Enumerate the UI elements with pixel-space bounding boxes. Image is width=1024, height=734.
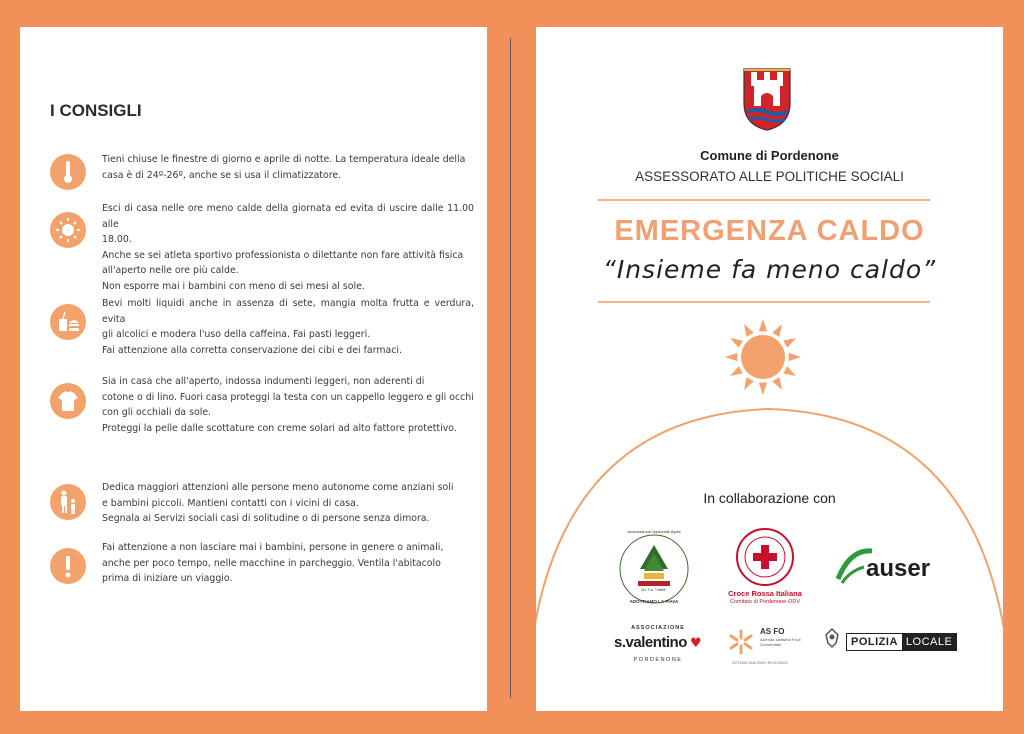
valentino-name: s.valentino [614,634,687,651]
heart-icon: ♥ [690,636,702,651]
tip-line: Proteggi la pelle dalle scottature con creme solari ad alto fattore protettivo. [102,422,457,434]
tip-line: prima di iniziare un viaggio. [102,573,233,584]
alpini-bottom-text: ADOTTIAMO LA PIAVA [629,599,679,604]
tip-line: 18.00. [102,234,132,245]
tip-line: Fai attenzione a non lasciare mai i bambini, persone in genere o animali, [102,542,444,553]
tip-text [102,152,474,183]
campaign-slogan: “Insieme fa meno caldo” [602,255,937,284]
tip-line: Fai attenzione alla corretta conservazione dei cibi e dei farmaci. [102,344,402,356]
sun-ray [759,383,767,395]
alpini-mid-text: A.I.T.a. "Valet" [641,587,667,592]
tip-line: Non esporre mai i bambini con meno di sei mesi al sole. [102,280,365,292]
divider-rule [598,301,930,303]
sun-ray [783,338,796,348]
elderly-child-icon [50,484,86,520]
tip-text [102,296,474,358]
polizia-badge [846,633,957,651]
cri-logo [720,527,810,611]
tip-line: Tieni chiuse le finestre di giorno e aprile di notte. La temperatura ideale della [102,154,466,165]
valentino-city: PORDENONE [633,657,683,663]
thermometer-icon [50,154,86,190]
city-crest-icon [741,66,793,132]
sun-ray [730,366,743,376]
tip-line: Bevi molti liquidi anche in assenza di sete, mangia molta frutta e verdura, evita [102,298,474,325]
tip-text [102,374,474,436]
sun-ray [772,377,782,390]
tip-line: Esci di casa nelle ore meno calde della giornata ed evita di uscire dalle 11.00 alle [102,203,474,230]
asfo-small: SISTEMA SANITARIO REGIONALE [732,661,789,665]
sun-ray [789,353,801,361]
divider-rule [598,199,930,201]
alpini-logo [616,531,692,607]
tip-line: e bambini piccoli. Mantieni contatti con i vicini di casa. [102,497,359,509]
valentino-top-text: ASSOCIAZIONE [631,625,685,631]
sun-ray [759,319,767,331]
tip-line: Sia in casa che all'aperto, indossa indumenti leggeri, non aderenti di [102,376,425,387]
sun-ray [744,324,754,337]
sun-icon [50,212,86,248]
auser-wordmark: auser [866,555,931,582]
asfo-sub: Azienda sanitaria Friuli Occidentale [760,637,801,647]
tip-line: Dedica maggiori attenzioni alle persone meno autonome come anziani soli [102,482,454,493]
left-panel [20,27,487,711]
tip-text [102,201,474,294]
tip-line: gli alcolici e modera l'uso della caffeina. Fai pasti leggeri. [102,329,371,340]
auser-logo [834,543,944,589]
sun-ray [730,338,743,348]
tip-text [102,540,474,587]
polizia-text: POLIZIA [847,634,902,650]
asfo-name: AS FO [760,627,785,636]
cri-name: Croce Rossa Italiana [728,589,802,598]
food-drink-icon [50,304,86,340]
fold-line [510,38,511,698]
tip-line: con gli occhiali da sole. [102,407,212,418]
campaign-title: EMERGENZA CALDO [614,215,925,247]
locale-text: LOCALE [902,634,956,650]
sun-ray [783,366,796,376]
alpini-top-text: Associazione Nazionale Alpini [627,529,681,534]
valentino-logo [610,625,706,671]
sun-ray [772,324,782,337]
tshirt-icon [50,383,86,419]
cri-sub: Comitato di Pordenone-ODV [729,599,800,605]
asfo-logo [726,625,816,671]
tip-line: Anche se sei atleta sportivo professionista o dilettante non fare attività fisica [102,249,464,261]
tip-line: anche per poco tempo, nelle macchine in parcheggio. Ventila l'abitacolo [102,557,441,569]
tip-line: cotone o di lino. Fuori casa proteggi la testa con un cappello leggero e gli occhi [102,391,474,403]
sun-ray [725,353,737,361]
collaboration-label: In collaborazione con [703,490,836,506]
org-name: Comune di Pordenone [700,148,839,163]
tips-heading: I CONSIGLI [50,101,142,120]
department: ASSESSORATO ALLE POLITICHE SOCIALI [635,169,904,184]
tip-line: casa è di 24º-26º, anche se si usa il climatizzatore. [102,169,342,181]
warning-icon [50,548,86,584]
sun-ray [744,377,754,390]
tip-text [102,480,474,527]
polizia-locale-logo [822,627,954,657]
right-panel [536,27,1003,711]
tip-line: Segnala ai Servizi sociali casi di solitudine o di persone senza dimora. [102,513,430,524]
tip-line: all'aperto nelle ore più calde. [102,265,239,276]
sun-icon [723,317,803,397]
